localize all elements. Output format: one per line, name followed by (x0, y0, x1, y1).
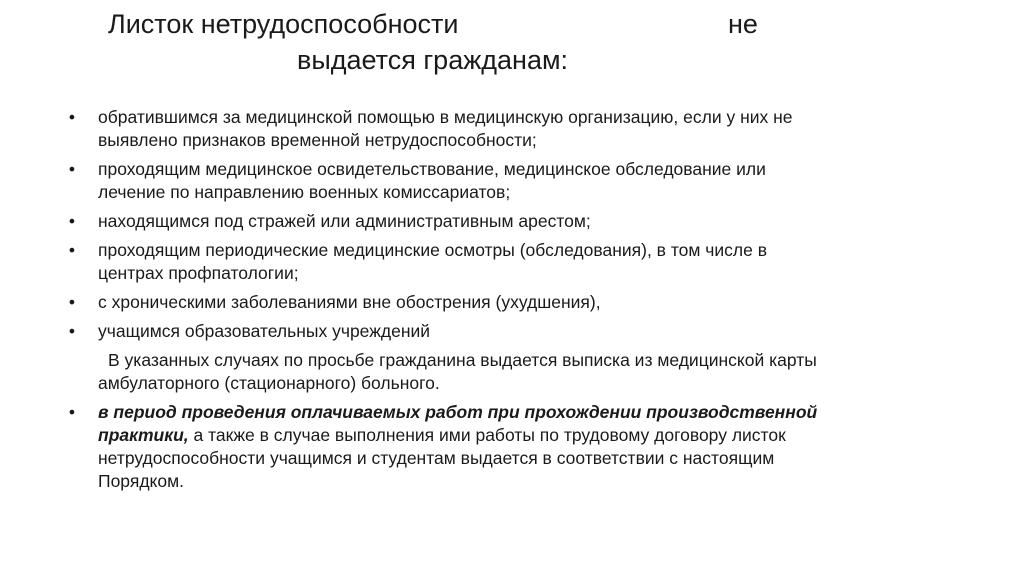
list-item-text: обратившимся за медицинской помощью в медицинскую организацию, если у них не выявлено признаков временной нетрудоспособности; (98, 107, 793, 150)
list-item (66, 291, 826, 314)
list-item (66, 106, 826, 152)
list-item-text: находящимся под стражей или административным арестом; (98, 211, 591, 231)
slide-title-part2: не (728, 9, 758, 39)
list-item-emphasis: в период проведения оплачиваемых работ при прохождении производственной практики, (98, 402, 818, 445)
list-item-text: проходящим медицинское освидетельствование, медицинское обследование или лечение по направлению военных комиссариатов; (98, 159, 766, 202)
list-item (66, 401, 826, 493)
list-item (66, 158, 826, 204)
list-item-text: а также в случае выполнения ими работы по трудовому договору листок нетрудоспособности учащимся и студентам выдается в соответствии с настоящим Порядком. (98, 425, 786, 491)
slide-title-part1: Листок нетрудоспособности (108, 9, 459, 39)
list-item (66, 320, 826, 343)
bullet-list (66, 106, 826, 499)
bullet-marker: • (68, 321, 76, 341)
list-item-text: с хроническими заболеваниями вне обострения (ухудшения), (98, 292, 601, 312)
list-item-text: учащимся образовательных учреждений (98, 321, 431, 341)
list-item (66, 210, 826, 233)
bullet-marker: • (68, 211, 76, 231)
bullet-marker: • (68, 159, 76, 179)
bullet-marker: • (68, 292, 76, 312)
list-item (66, 239, 826, 285)
bullet-marker: • (68, 240, 76, 260)
note-text: В указанных случаях по просьбе гражданина выдается выписка из медицинской карты амбулаторного (стационарного) больного. (98, 350, 817, 393)
slide-title-part3: выдается гражданам: (297, 45, 569, 75)
bullet-marker: • (68, 107, 76, 127)
note-paragraph (66, 349, 826, 395)
list-item-text: проходящим периодические медицинские осмотры (обследования), в том числе в центрах профпатологии; (98, 240, 768, 283)
bullet-marker: • (68, 402, 76, 422)
